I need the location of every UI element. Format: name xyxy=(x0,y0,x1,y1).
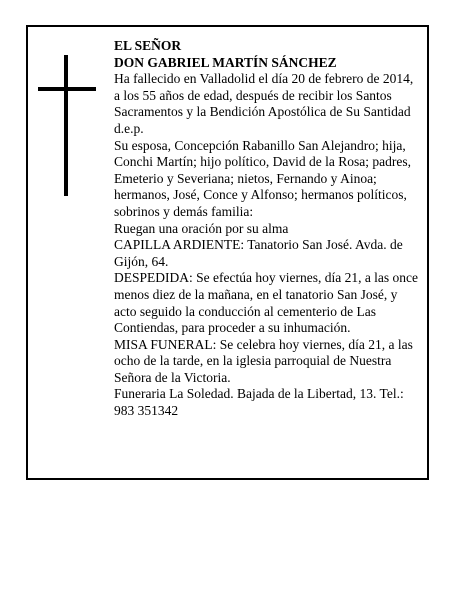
obituary-text xyxy=(114,38,422,420)
cross-horizontal-bar xyxy=(38,87,96,91)
prayer-request: Ruegan una oración por su alma xyxy=(114,220,289,236)
deceased-name: DON GABRIEL MARTÍN SÁNCHEZ xyxy=(114,54,337,70)
funeral-home-info: Funeraria La Soledad. Bajada de la Libertad, 13. Tel.: 983 351342 xyxy=(114,386,404,419)
family-list: Su esposa, Concepción Rabanillo San Alejandro; hija, Conchi Martín; hijo político, David de la Rosa; padres, Emeterio y Severiana; nietos, Fernando y Ainoa; hermanos, José, Conce y Alfonso; hermanos políticos, sobrinos y demás familia: xyxy=(114,137,411,219)
death-announcement: Ha fallecido en Valladolid el día 20 de febrero de 2014, a los 55 años de edad, después de recibir los Santos Sacramentos y la Bendición Apostólica de Su Santidad d.e.p. xyxy=(114,71,414,136)
header-title: EL SEÑOR xyxy=(114,38,182,53)
funeral-mass-info: MISA FUNERAL: Se celebra hoy viernes, día 21, a las ocho de la tarde, en la iglesia parroquial de Nuestra Señora de la Victoria. xyxy=(114,336,413,385)
cross-vertical-bar xyxy=(64,55,68,196)
chapel-info: CAPILLA ARDIENTE: Tanatorio San José. Avda. de Gijón, 64. xyxy=(114,237,403,269)
farewell-info: DESPEDIDA: Se efectúa hoy viernes, día 21, a las once menos diez de la mañana, en el tanatorio San José, y acto seguido la conducción al cementerio de Las Contiendas, para proceder a su inhumación. xyxy=(114,270,419,336)
